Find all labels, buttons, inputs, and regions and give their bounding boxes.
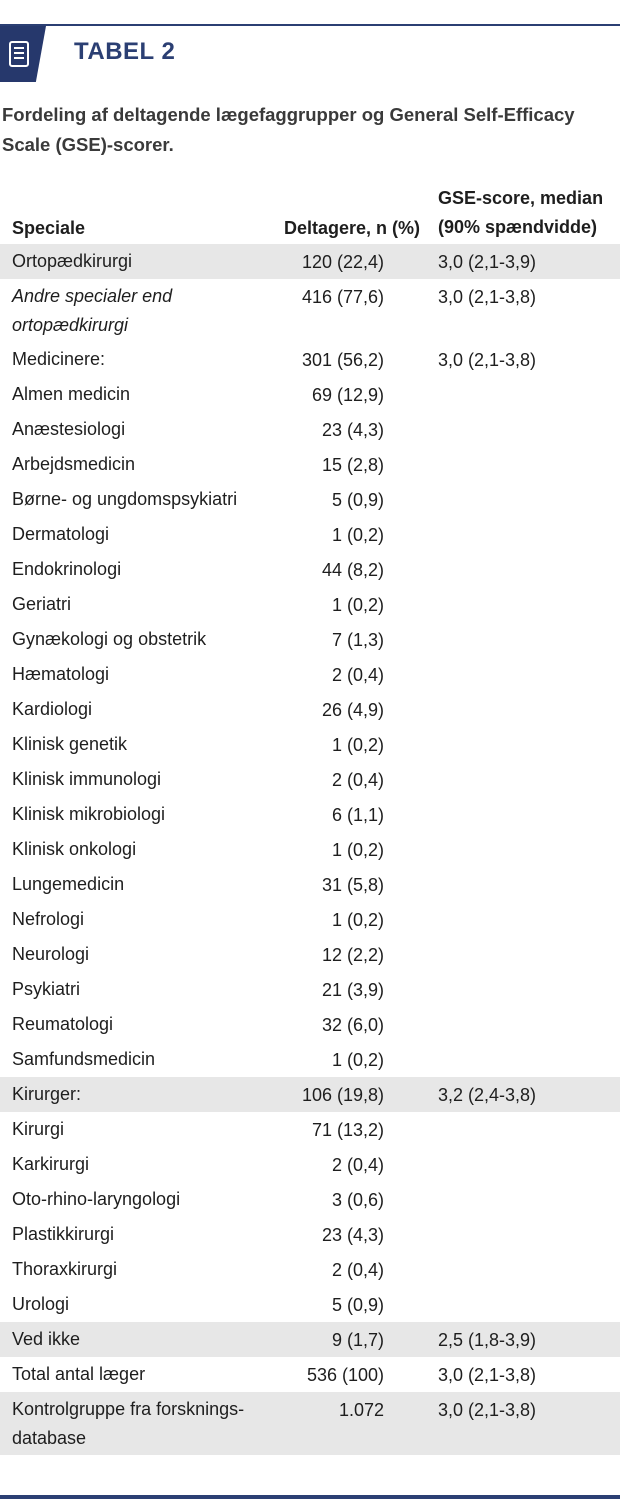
cell-deltagere: 6 (1,1) [331, 805, 384, 825]
cell-speciale: Kirurger: [12, 1084, 82, 1104]
cell-deltagere: 2 (0,4) [331, 665, 384, 685]
table-row [0, 342, 620, 377]
table-row [0, 1042, 620, 1077]
cell-deltagere: 5 (0,9) [331, 490, 384, 510]
table-row [0, 447, 620, 482]
table-row [0, 1392, 620, 1455]
cell-speciale: Nefrologi [12, 909, 85, 929]
cell-deltagere: 15 (2,8) [321, 455, 384, 475]
cell-deltagere: 2 (0,4) [331, 770, 384, 790]
cell-deltagere: 23 (4,3) [321, 420, 384, 440]
cell-deltagere: 1 (0,2) [331, 735, 384, 755]
cell-speciale: Kirurgi [12, 1119, 65, 1139]
table-row [0, 762, 620, 797]
column-header-deltagere: Deltagere, n (%) [284, 218, 421, 238]
cell-speciale: Arbejdsmedicin [12, 454, 136, 474]
cell-speciale: Almen medicin [12, 384, 131, 404]
cell-deltagere: 7 (1,3) [331, 630, 384, 650]
cell-deltagere: 2 (0,4) [331, 1155, 384, 1175]
table-row [0, 832, 620, 867]
document-list-icon [9, 41, 29, 67]
table-row [0, 797, 620, 832]
cell-gse-score: 2,5 (1,8-3,9) [438, 1330, 537, 1350]
table-row [0, 1112, 620, 1147]
cell-speciale: Hæmatologi [12, 664, 110, 684]
table-row [0, 1007, 620, 1042]
table-row [0, 244, 620, 279]
cell-speciale: Ved ikke [12, 1329, 81, 1349]
cell-deltagere: 120 (22,4) [301, 252, 384, 272]
cell-deltagere: 5 (0,9) [331, 1295, 384, 1315]
cell-gse-score: 3,0 (2,1-3,8) [438, 350, 537, 370]
cell-deltagere: 1 (0,2) [331, 525, 384, 545]
cell-speciale: Klinisk genetik [12, 734, 128, 754]
cell-gse-score: 3,0 (2,1-3,8) [438, 1365, 537, 1385]
cell-speciale: Psykiatri [12, 979, 81, 999]
cell-deltagere: 1 (0,2) [331, 1050, 384, 1070]
cell-deltagere: 1 (0,2) [331, 910, 384, 930]
table-row [0, 1357, 620, 1392]
table-row [0, 1287, 620, 1322]
table-row [0, 377, 620, 412]
cell-speciale: Dermatologi [12, 524, 110, 544]
table-row [0, 552, 620, 587]
table-row [0, 412, 620, 447]
cell-deltagere: 1 (0,2) [331, 840, 384, 860]
cell-speciale: Medicinere: [12, 349, 106, 369]
cell-deltagere: 31 (5,8) [321, 875, 384, 895]
cell-deltagere: 71 (13,2) [311, 1120, 384, 1140]
table-row [0, 727, 620, 762]
cell-speciale: Klinisk onkologi [12, 839, 137, 859]
cell-speciale: Thoraxkirurgi [12, 1259, 118, 1279]
cell-deltagere: 32 (6,0) [321, 1015, 384, 1035]
table-row [0, 517, 620, 552]
cell-deltagere: 9 (1,7) [331, 1330, 384, 1350]
cell-gse-score: 3,0 (2,1-3,8) [438, 1400, 537, 1420]
cell-deltagere: 21 (3,9) [321, 980, 384, 1000]
cell-deltagere: 2 (0,4) [331, 1260, 384, 1280]
cell-speciale: Oto-rhino-laryngologi [12, 1189, 181, 1209]
table-row [0, 937, 620, 972]
cell-speciale: Kontrolgruppe fra forsknings-database [12, 1399, 245, 1448]
column-header-gse-line1: GSE-score, median [438, 188, 604, 208]
cell-speciale: Anæstesiologi [12, 419, 126, 439]
cell-speciale: Geriatri [12, 594, 72, 614]
table-row [0, 587, 620, 622]
bottom-rule [0, 1495, 620, 1499]
table-row [0, 1252, 620, 1287]
cell-speciale: Samfundsmedicin [12, 1049, 156, 1069]
cell-deltagere: 44 (8,2) [321, 560, 384, 580]
cell-speciale: Reumatologi [12, 1014, 114, 1034]
cell-deltagere: 301 (56,2) [301, 350, 384, 370]
cell-deltagere: 106 (19,8) [301, 1085, 384, 1105]
table-row [0, 972, 620, 1007]
cell-gse-score: 3,0 (2,1-3,8) [438, 287, 537, 307]
table-row [0, 692, 620, 727]
cell-speciale: Kardiologi [12, 699, 93, 719]
table-row [0, 622, 620, 657]
cell-deltagere: 12 (2,2) [321, 945, 384, 965]
cell-deltagere: 69 (12,9) [311, 385, 384, 405]
table-label: TABEL 2 [74, 38, 176, 65]
cell-deltagere: 1 (0,2) [331, 595, 384, 615]
table-row [0, 867, 620, 902]
cell-speciale: Plastikkirurgi [12, 1224, 115, 1244]
cell-speciale: Endokrinologi [12, 559, 122, 579]
cell-deltagere: 26 (4,9) [321, 700, 384, 720]
table-tag-box [0, 26, 46, 82]
cell-deltagere: 3 (0,6) [331, 1190, 384, 1210]
top-rule [0, 24, 620, 26]
cell-speciale: Andre specialer end ortopædkirurgi [12, 286, 173, 335]
table-row [0, 1217, 620, 1252]
cell-deltagere: 536 (100) [306, 1365, 384, 1385]
cell-speciale: Lungemedicin [12, 874, 125, 894]
cell-gse-score: 3,0 (2,1-3,9) [438, 252, 537, 272]
table-row [0, 1077, 620, 1112]
column-header-speciale: Speciale [12, 218, 86, 238]
table-row [0, 482, 620, 517]
cell-speciale: Urologi [12, 1294, 70, 1314]
table-caption: Fordeling af deltagende lægefaggrupper og General Self-Efficacy Scale (GSE)-scorer. [2, 104, 575, 155]
table-row [0, 1322, 620, 1357]
cell-deltagere: 1.072 [338, 1400, 384, 1420]
cell-speciale: Børne- og ungdomspsykiatri [12, 489, 238, 509]
table-row [0, 1147, 620, 1182]
cell-deltagere: 416 (77,6) [301, 287, 384, 307]
cell-speciale: Karkirurgi [12, 1154, 90, 1174]
cell-gse-score: 3,2 (2,4-3,8) [438, 1085, 537, 1105]
cell-speciale: Neurologi [12, 944, 90, 964]
cell-speciale: Klinisk mikrobiologi [12, 804, 166, 824]
cell-speciale: Klinisk immunologi [12, 769, 162, 789]
column-header-gse [438, 184, 603, 242]
table-row [0, 657, 620, 692]
cell-speciale: Total antal læger [12, 1364, 146, 1384]
table-row [0, 1182, 620, 1217]
cell-speciale: Ortopædkirurgi [12, 251, 133, 271]
cell-speciale: Gynækologi og obstetrik [12, 629, 207, 649]
table-body [0, 244, 620, 1455]
cell-deltagere: 23 (4,3) [321, 1225, 384, 1245]
column-header-gse-line2: (90% spændvidde) [438, 217, 598, 237]
table-row [0, 279, 620, 342]
table-row [0, 902, 620, 937]
